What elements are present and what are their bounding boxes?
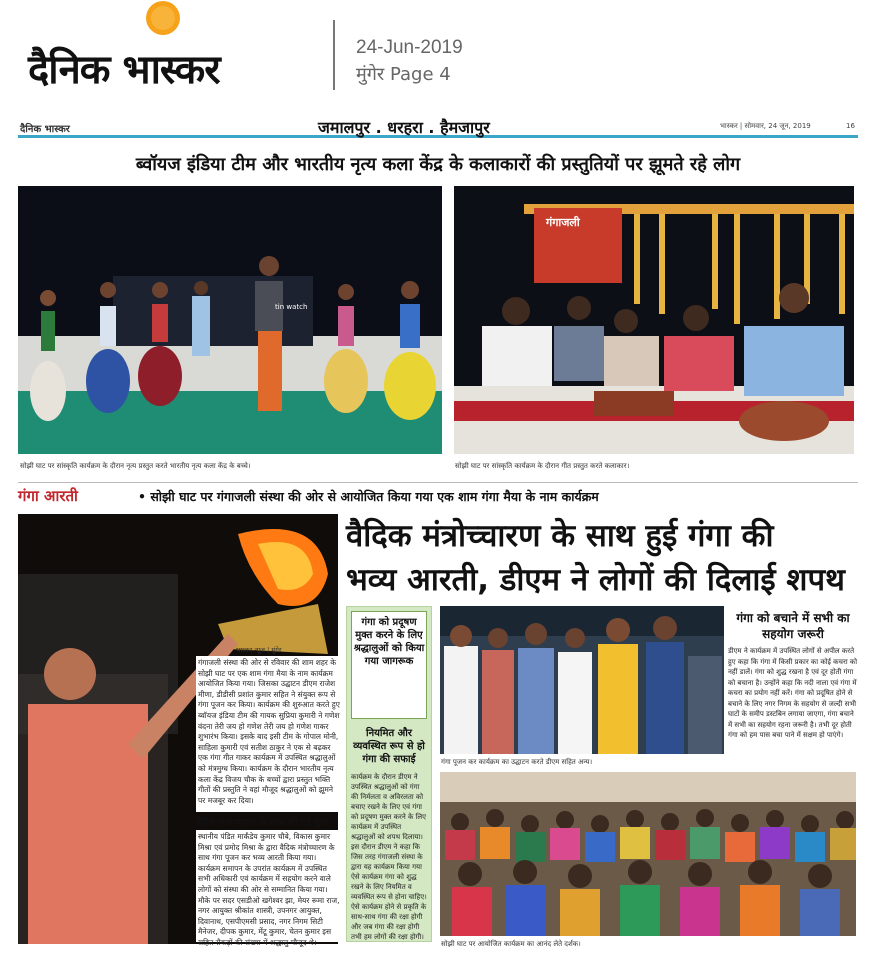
side-article-text: डीएम ने कार्यक्रम में उपस्थित लोगों से अपील करते हुए कहा कि गंगा में किसी प्रकार का कोई कचरा को नहीं डालें। गंगा को शुद्ध रखना है एवं दूर होती गंगा को बचाना है। उन्होंने कहा कि नदी नाला एवं गंगा में कचरा का प्रयोग नहीं करें। गंगा को प्रदूषित होने से बचाने के लिए नगर निगम के सहयोग से जल्दी सभी घाटों के समीप डस्टबिन लगाया जाएगा, गंगा बचाने में सभी का सहयोग रहना जरूरी है। तभी दूर होती गंगा को हम पास बचा पाने में सक्षम हो पाएंगे। — [728, 647, 858, 739]
article-para-1: गंगाजली संस्था की ओर से रविवार की शाम शहर के सोझी घाट पर एक शाम गंगा मैया के नाम कार्यक्रम आयोजित किया गया। जिसका उद्घाटन डीएम राजेश मीणा, डीडीसी प्रशांत कुमार सहित ने संयुक्त रूप से गंगा पूजन कर किया। कार्यक्रम की शुरुआत करते हुए ब्वॉयज इंडिया टीम की गायक सुप्रिया कुमारी ने गणेश वंदना तेरी जय हो गणेश तेरी जय हो गणेश गाकर शुभारंभ किया। इसके बाद इसी टीम के गोपाल मोनी, साहिला कुमारी एवं सतीश ठाकुर ने एक से बढ़कर एक गंगा गीत गाकर कार्यक्रम में उपस्थित श्रद्धालुओं को मंत्रमुग्ध किया। कार्यक्रम के दौरान भारतीय नृत्य कला केंद्र विजय चौक के बच्चों द्वारा प्रस्तुत भक्ति गीतों की प्रस्तुति ने वहां मौजूद श्रद्धालुओं को झूमने पर मजबूर कर दिया। — [196, 656, 342, 812]
strip-location-title: जमालपुर . धरहरा . हैमजापुर — [318, 118, 490, 137]
byline: भास्कर न्यूज | मुंगेर — [236, 646, 282, 654]
sidebar-panel — [346, 606, 432, 942]
dance-photo — [18, 186, 442, 454]
dance-photo-caption: सोझी घाट पर सांस्कृति कार्यक्रम के दौरान नृत्य प्रस्तुत करते भारतीय नृत्य कला केंद्र के बच्चे। — [20, 462, 251, 470]
dm-photo-caption: गंगा पूजन कर कार्यक्रम का उद्घाटन करते डीएम सहित अन्य। — [441, 758, 593, 766]
main-headline — [346, 514, 856, 604]
main-headline-line1: वैदिक मंत्रोच्चारण के साथ हुई गंगा की — [346, 518, 774, 554]
section-kicker-bar — [18, 482, 858, 508]
edition-date: 24-Jun-2019 — [356, 37, 463, 58]
strip-brand: दैनिक भास्कर — [20, 124, 70, 135]
sidebar-highlight-box: गंगा को प्रदूषण मुक्त करने के लिए श्रद्धालुओं को किया गया जागरूक — [351, 611, 427, 719]
dm-inauguration-photo — [440, 606, 724, 754]
section-kicker: गंगा आरती — [18, 487, 78, 505]
side-article-headline: गंगा को बचाने में सभी का सहयोग जरूरी — [736, 611, 850, 641]
page-header-strip — [18, 116, 858, 138]
article-subhead: वैदिक मंत्रोच्चारण के साथ की गई पूजा — [196, 817, 330, 828]
music-photo — [454, 186, 854, 454]
masthead-divider — [333, 20, 335, 90]
newspaper-logo: दैनिक भास्कर — [28, 47, 220, 93]
music-photo-caption: सोझी घाट पर सांस्कृति कार्यक्रम के दौरान गीत प्रस्तुत करते कलाकार। — [455, 462, 630, 470]
sidebar-subhead: नियमित और व्यवस्थित रूप से हो गंगा की सफाई — [353, 728, 425, 765]
main-headline-line2: भव्य आरती, डीएम ने लोगों की दिलाई शपथ — [346, 562, 845, 598]
top-headline: ब्वॉयज इंडिया टीम और भारतीय नृत्य कला केंद्र के कलाकारों की प्रस्तुतियों पर झूमते रहे लोग — [135, 154, 741, 175]
crowd-photo-caption: सोझी घाट पर आयोजित कार्यक्रम का आनंद लेते दर्शक। — [441, 940, 581, 948]
tshirt-text: tin watch — [275, 303, 308, 311]
strip-page-number: 16 — [846, 122, 855, 130]
edition-page: मुंगेर Page 4 — [356, 64, 451, 85]
banner-text: गंगाजली — [546, 216, 580, 229]
masthead — [0, 0, 873, 112]
sidebar-text: कार्यक्रम के दौरान डीएम ने उपस्थित श्रद्धालुओं को गंगा की निर्मलता व अविरलता को बचाए रखने के लिए एवं गंगा को प्रदूषण मुक्त करने के लिए कार्यक्रम में उपस्थित श्रद्धालुओं को शपथ दिलाया। इस दौरान डीएम ने कहा कि जिस तरह गंगाजली संस्था के द्वारा यह कार्यक्रम किया गया ऐसे कार्यक्रम गंगा को शुद्ध रखने के लिए नियमित व व्यवस्थित रूप से होना चाहिए। ऐसे कार्यक्रम होने से प्रकृति के साथ-साथ गंगा की रक्षा होगी और जब गंगा की रक्षा होगी तभी हम लोगों की रक्षा होगी। — [351, 773, 427, 941]
article-para-2: स्थानीय पंडित मार्कंडेय कुमार चौबे, विकास कुमार मिश्रा एवं प्रमोद मिश्रा के द्वारा वैदिक मंत्रोच्चारण के साथ गंगा पूजन कर भव्य आरती किया गया। कार्यक्रम समापन के उपरांत कार्यक्रम में उपस्थित सभी अधिकारी एवं कार्यक्रम में सहयोग करने वाले लोगों को संस्था की ओर से सम्मानित किया गया। मौके पर सदर एसडीओ खगेश्वर झा, मेयर रूमा राज, नगर आयुक्त श्रीकांत शास्त्री, उपनगर आयुक्त, दिवानाथ, एसपीएमसी प्रसाद, नगर निगम सिटी मैनेजर, दीपक कुमार, मेंटू कुमार, चेतन कुमार इस सहित सैकड़ों की संख्या में श्रद्धालु मौजूद थे। — [196, 830, 342, 942]
section-subtitle: • सोझी घाट पर गंगाजली संस्था की ओर से आयोजित किया गया एक शाम गंगा मैया के नाम कार्यक्रम — [138, 489, 599, 504]
strip-date: भास्कर | सोमवार, 24 जून, 2019 — [720, 122, 811, 130]
audience-crowd-photo — [440, 772, 856, 936]
